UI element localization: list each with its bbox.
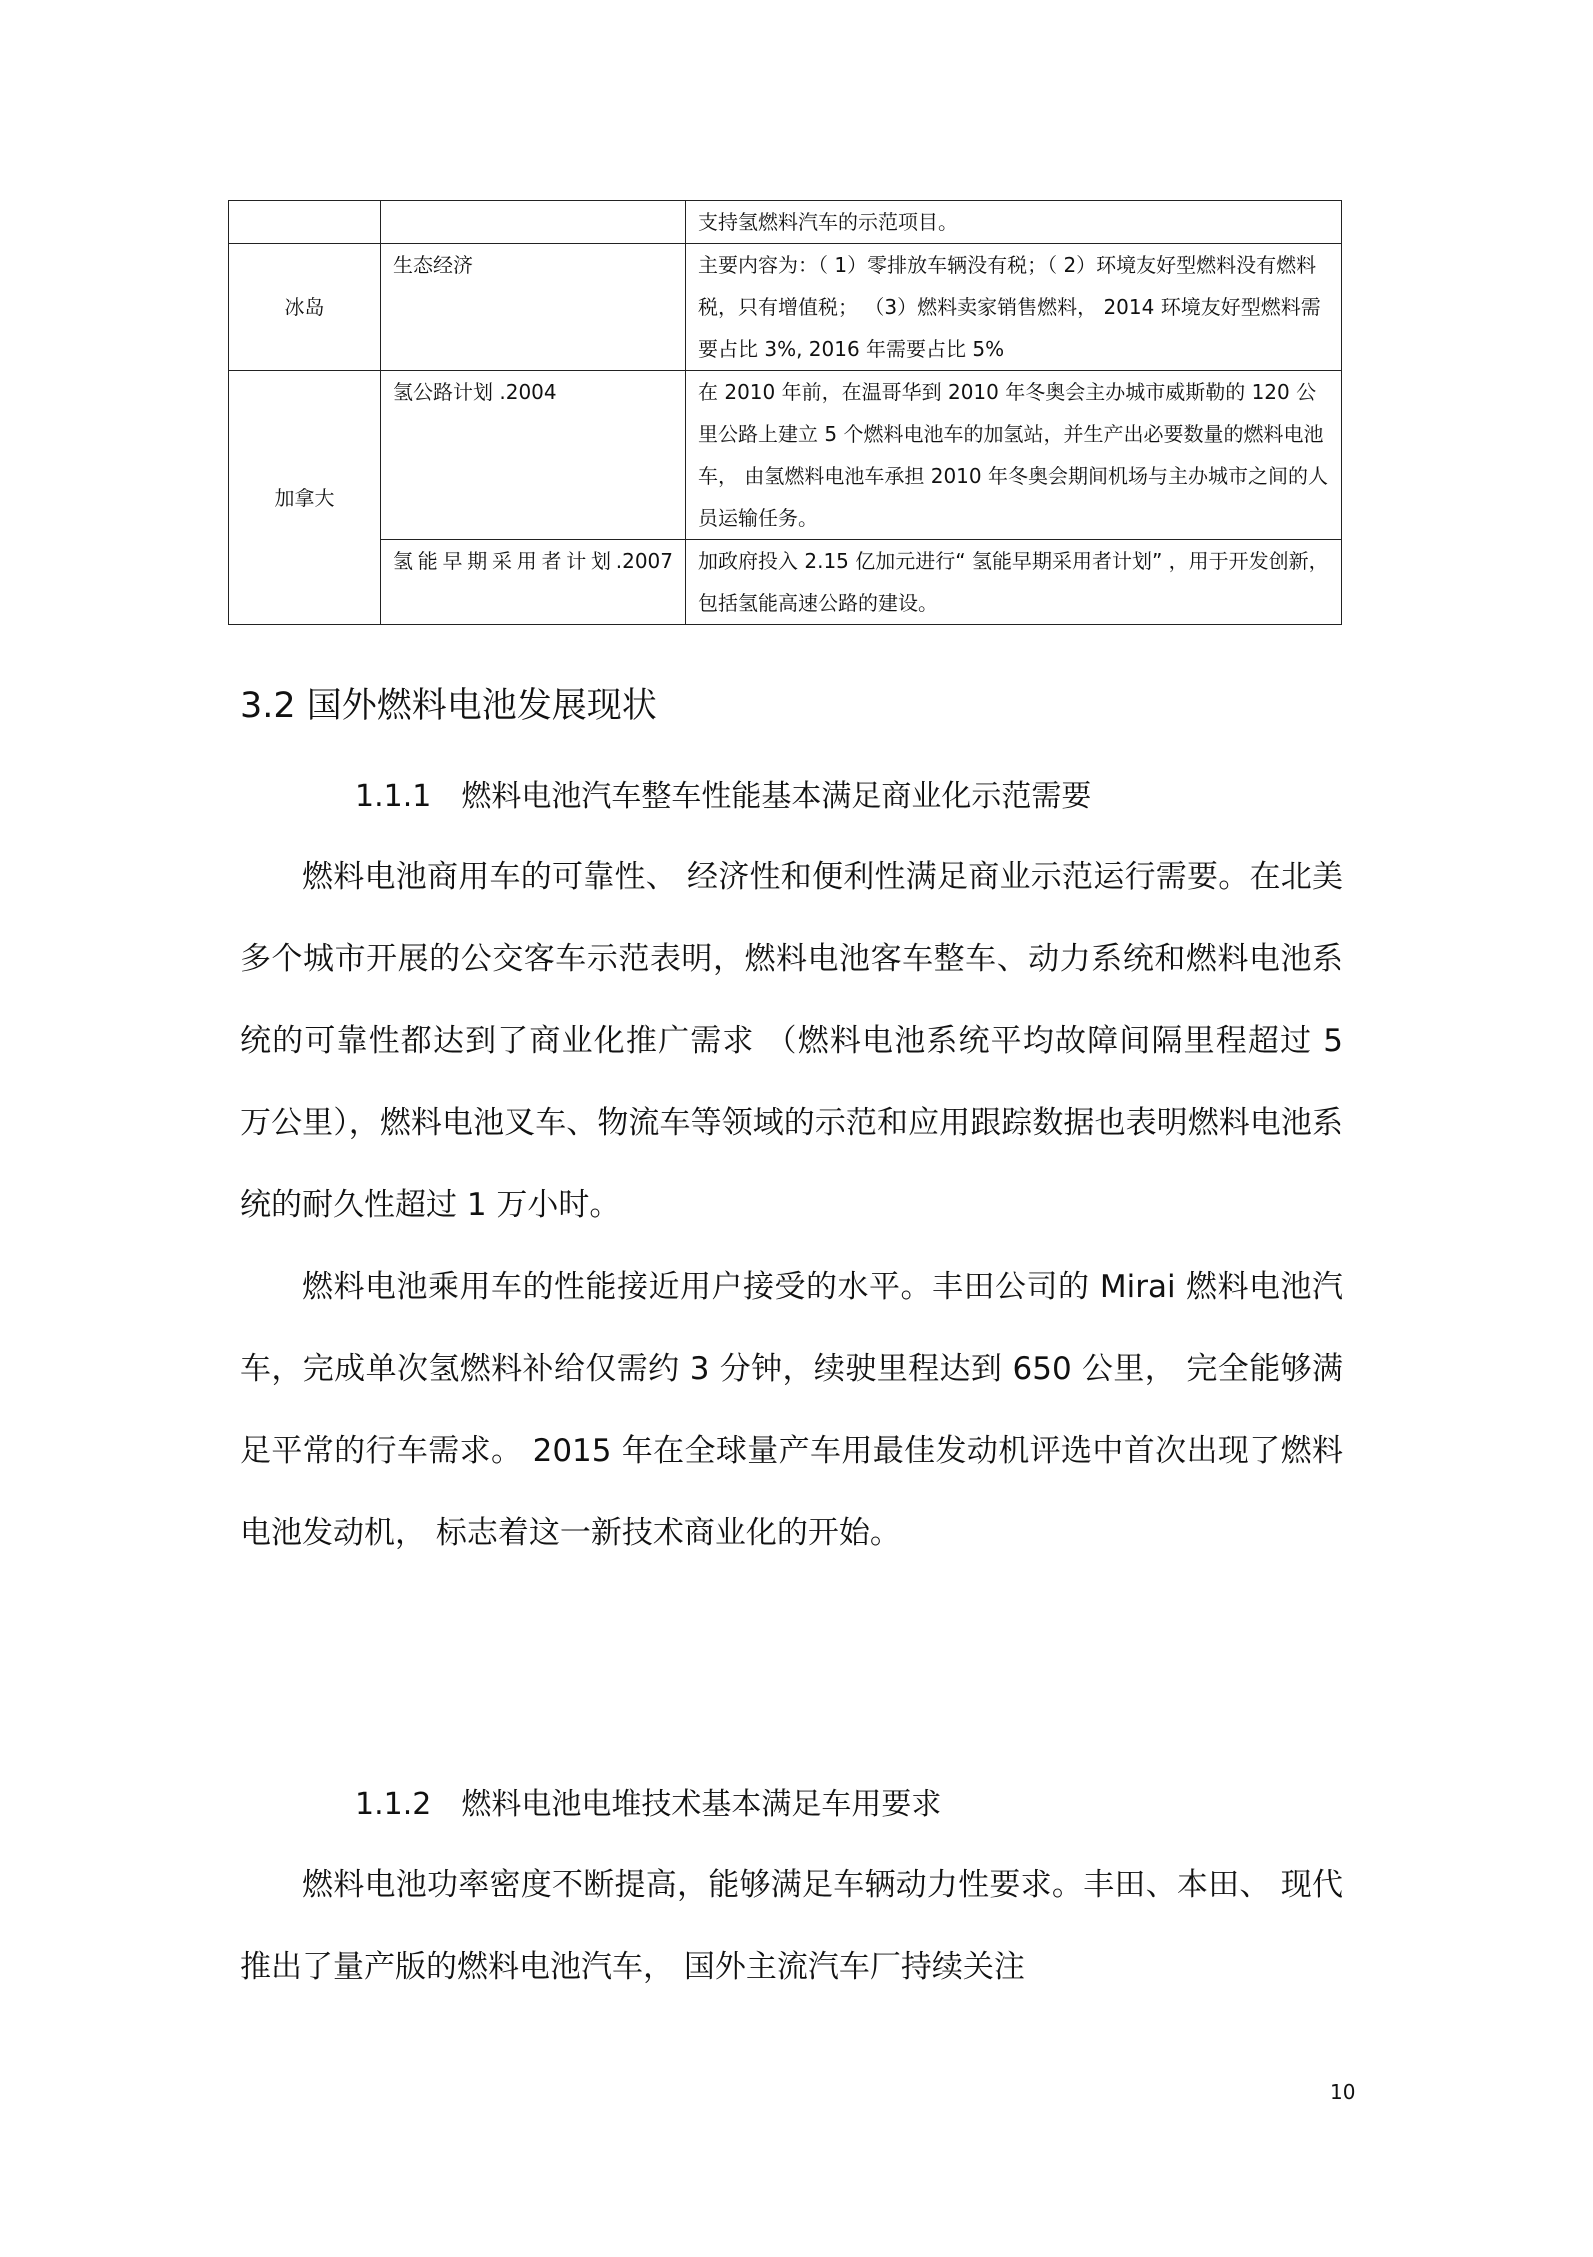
table-row [229,244,1342,371]
content-cell: 在 2010 年前，在温哥华到 2010 年冬奥会主办城市威斯勒的 120 公里公路上建立 5 个燃料电池车的加氢站，并生产出必要数量的燃料电池车， 由氢燃料电池车承担 2010 年冬奥会期间机场与主办城市之间的人员运输任务。 [686,371,1342,540]
measure-cell: 生态经济 [381,244,686,371]
paragraph: 燃料电池商用车的可靠性、 经济性和便利性满足商业示范运行需要。在北美多个城市开展的公交客车示范表明，燃料电池客车整车、动力系统和燃料电池系统的可靠性都达到了商业化推广需求 （燃料电池系统平均故障间隔里程超过 5 万公里），燃料电池叉车、物流车等领域的示范和应用跟踪数据也表明燃料电池系统的耐久性超过 1 万小时。 [240,859,1343,1223]
measure-cell: 氢能早期采用者计划.2007 [381,540,686,625]
subsection-body [240,836,1343,1574]
measure-cell [381,201,686,244]
subsection-body [240,1844,1343,2008]
measure-cell: 氢公路计划 .2004 [381,371,686,540]
content-cell: 支持氢燃料汽车的示范项目。 [686,201,1342,244]
paragraph: 燃料电池乘用车的性能接近用户接受的水平。丰田公司的 Mirai 燃料电池汽车，完成单次氢燃料补给仅需约 3 分钟，续驶里程达到 650 公里， 完全能够满足平常的行车需求。 2015 年在全球量产车用最佳发动机评选中首次出现了燃料电池发动机， 标志着这一新技术商业化的开始。 [240,1269,1343,1551]
country-cell: 冰岛 [229,244,381,371]
table-row [229,201,1342,244]
content-cell: 加政府投入 2.15 亿加元进行“ 氢能早期采用者计划” ，用于开发创新，包括氢能高速公路的建设。 [686,540,1342,625]
section-title: 3.2 国外燃料电池发展现状 [240,686,657,726]
page-number: 10 [1330,2080,1356,2104]
country-cell [229,201,381,244]
content-cell: 主要内容为：（ 1）零排放车辆没有税；（ 2）环境友好型燃料没有燃料税，只有增值税； （3）燃料卖家销售燃料， 2014 环境友好型燃料需要占比 3%, 2016 年需要占比 5% [686,244,1342,371]
country-cell: 加拿大 [229,371,381,625]
subsection-title: 1.1.1 燃料电池汽车整车性能基本满足商业化示范需要 [355,779,1092,814]
subsection-title: 1.1.2 燃料电池电堆技术基本满足车用要求 [355,1787,942,1822]
table-row [229,540,1342,625]
policy-table [228,200,1342,625]
table-row [229,371,1342,540]
paragraph: 燃料电池功率密度不断提高，能够满足车辆动力性要求。丰田、本田、 现代推出了量产版的燃料电池汽车， 国外主流汽车厂持续关注 [240,1867,1343,1985]
